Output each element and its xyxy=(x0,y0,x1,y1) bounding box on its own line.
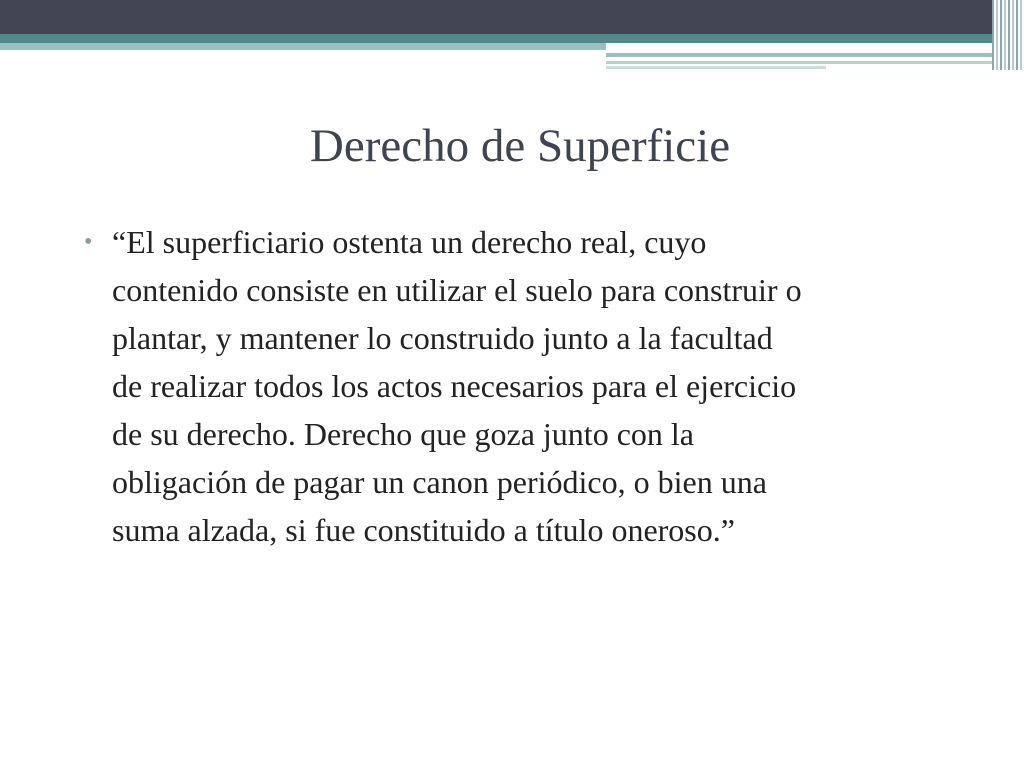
header-accent-line xyxy=(606,61,996,64)
bullet-marker-icon: • xyxy=(84,229,93,255)
bullet-item xyxy=(84,218,992,554)
header-stripes-decoration xyxy=(992,0,1024,70)
header-band-teal xyxy=(0,34,1024,43)
header-band-dark xyxy=(0,0,1024,34)
header-band-teal-light xyxy=(0,43,606,50)
bullet-text: “El superficiario ostenta un derecho real, cuyo contenido consiste en utilizar el suelo para construir o plantar, y mantener lo construido junto a la facultad de realizar todos los actos necesarios para el ejercicio de su derecho. Derecho que goza junto con la obligación de pagar un canon periódico, o bien una suma alzada, si fue constituido a título oneroso.” xyxy=(112,224,802,548)
bullet-list xyxy=(84,218,992,554)
slide-title: Derecho de Superficie xyxy=(309,120,731,172)
header-accent-line xyxy=(606,53,996,57)
header-accent-line xyxy=(606,66,826,69)
header-band-gap xyxy=(606,43,996,53)
